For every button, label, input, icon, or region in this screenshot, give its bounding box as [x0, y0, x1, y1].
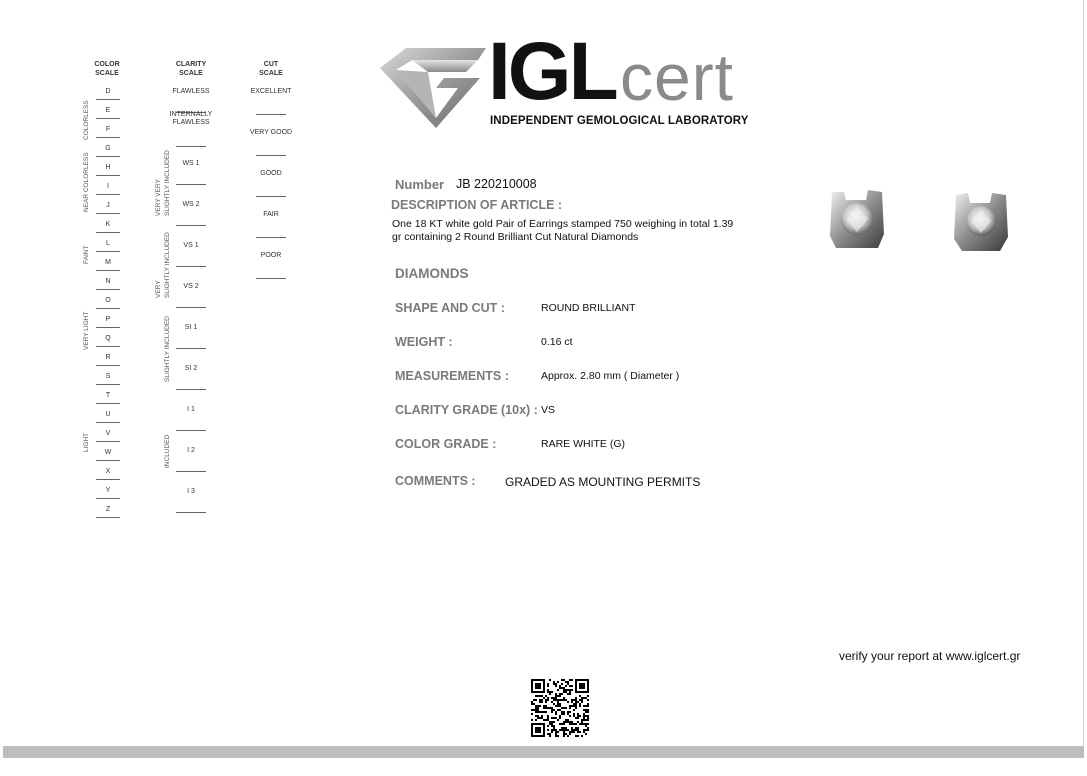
cut-scale-heading: CUT	[263, 61, 279, 68]
field-label: COMMENTS :	[395, 474, 476, 488]
color-grade-line	[96, 479, 120, 480]
clarity-grade: VS 1	[183, 242, 199, 249]
clarity-grade-line	[176, 266, 206, 267]
clarity-grade-line	[176, 184, 206, 185]
cut-grade-line	[256, 114, 286, 115]
clarity-grade-line	[176, 225, 206, 226]
color-grade-line	[96, 441, 120, 442]
color-grade-line	[96, 517, 120, 518]
clarity-group-label: INCLUDED	[164, 434, 171, 468]
color-grade-line	[96, 327, 120, 328]
color-grade-line	[96, 346, 120, 347]
clarity-group-label: VERY	[155, 280, 162, 298]
verify-link[interactable]: verify your report at www.iglcert.gr	[839, 649, 1021, 663]
color-grade: J	[106, 202, 110, 209]
color-group-label: FAINT	[83, 245, 90, 264]
clarity-grade-line	[176, 307, 206, 308]
color-grade-line	[96, 365, 120, 366]
clarity-grade-line	[176, 512, 206, 513]
clarity-group-label: VERY VERY	[155, 179, 162, 216]
color-grade: P	[105, 316, 111, 323]
color-grade: L	[106, 240, 110, 247]
color-scale-heading-2: SCALE	[95, 70, 119, 77]
section-title: DIAMONDS	[395, 266, 469, 281]
clarity-grade: WS 1	[182, 160, 200, 167]
color-grade: M	[105, 259, 111, 266]
field-value: ROUND BRILLIANT	[541, 302, 636, 314]
color-grade-line	[96, 403, 120, 404]
field-label: SHAPE AND CUT :	[395, 301, 505, 315]
color-grade-line	[96, 175, 120, 176]
color-group-label: NEAR COLORLESS	[83, 152, 90, 212]
color-grade-line	[96, 213, 120, 214]
bottom-bar	[3, 746, 1084, 758]
color-grade: O	[105, 297, 111, 304]
color-grade-line	[96, 270, 120, 271]
field-label: WEIGHT :	[395, 335, 453, 349]
color-grade: R	[105, 354, 111, 361]
clarity-group-label: SLIGHTLY INCLUDED	[164, 316, 171, 382]
color-grade-line	[96, 308, 120, 309]
cut-grade: POOR	[260, 252, 282, 259]
color-grade-line	[96, 384, 120, 385]
color-grade: T	[105, 392, 111, 399]
color-group-label: COLORLESS	[83, 100, 90, 140]
field-value: 0.16 ct	[541, 336, 573, 348]
cut-grade: EXCELLENT	[250, 88, 292, 95]
color-grade: N	[105, 278, 111, 285]
color-grade-line	[96, 137, 120, 138]
color-grade: V	[105, 430, 111, 437]
clarity-scale-heading: CLARITY	[175, 61, 207, 68]
field-value: Approx. 2.80 mm ( Diameter )	[541, 370, 680, 382]
clarity-grade: WS 2	[182, 201, 200, 208]
color-grade: E	[105, 107, 111, 114]
color-grade: F	[105, 126, 111, 133]
clarity-grade: VS 2	[183, 283, 199, 290]
field-value: RARE WHITE (G)	[541, 438, 625, 450]
color-grade-line	[96, 194, 120, 195]
color-grade-line	[96, 232, 120, 233]
clarity-grade-line	[176, 146, 206, 147]
clarity-grade: INTERNALLY FLAWLESS	[169, 111, 213, 126]
field-value: VS	[541, 404, 556, 416]
cut-grade-line	[256, 237, 286, 238]
color-grade: Q	[105, 335, 111, 342]
brand-igl: IGL	[488, 26, 616, 117]
color-grade: W	[104, 449, 112, 456]
color-grade: K	[105, 221, 111, 228]
clarity-grade-line	[176, 389, 206, 390]
clarity-group-label: SLIGHTLY INCLUDED	[164, 150, 171, 216]
color-grade: Z	[105, 506, 111, 513]
color-grade-line	[96, 118, 120, 119]
color-grade: I	[107, 183, 109, 190]
color-grade: D	[105, 88, 111, 95]
color-grade-line	[96, 498, 120, 499]
color-grade-line	[96, 156, 120, 157]
qr-code-icon[interactable]	[531, 679, 589, 737]
cut-grade: FAIR	[263, 211, 279, 218]
color-group-label: LIGHT	[83, 432, 90, 452]
clarity-grade: I 3	[187, 488, 195, 495]
clarity-grade: SI 2	[184, 365, 198, 372]
article-description: One 18 KT white gold Pair of Earrings stamped 750 weighing in total 1.39 gr containing 2 Round Brilliant Cut Natural Diamonds	[392, 218, 734, 243]
lab-name: INDEPENDENT GEMOLOGICAL LABORATORY	[490, 115, 749, 127]
color-grade: U	[105, 411, 111, 418]
color-grade-line	[96, 251, 120, 252]
color-group-label: VERY LIGHT	[83, 311, 90, 350]
cut-grade-line	[256, 155, 286, 156]
brand-cert: cert	[620, 40, 735, 114]
cut-grade: VERY GOOD	[249, 129, 293, 136]
clarity-group-label: SLIGHTLY INCLUDED	[164, 232, 171, 298]
color-grade: S	[105, 373, 111, 380]
color-grade-line	[96, 422, 120, 423]
color-grade: G	[105, 145, 111, 152]
color-grade: X	[105, 468, 111, 475]
clarity-grade-line	[176, 430, 206, 431]
clarity-scale-heading-2: SCALE	[179, 70, 203, 77]
field-label: CLARITY GRADE (10x) :	[395, 403, 538, 417]
field-label: MEASUREMENTS :	[395, 369, 509, 383]
cut-grade: GOOD	[260, 170, 282, 177]
color-grade: H	[105, 164, 111, 171]
cut-grade-line	[256, 278, 286, 279]
clarity-grade: I 1	[187, 406, 195, 413]
report-number: JB 220210008	[456, 177, 537, 191]
cut-grade-line	[256, 196, 286, 197]
clarity-grade: SI 1	[184, 324, 198, 331]
field-value: GRADED AS MOUNTING PERMITS	[505, 475, 701, 489]
description-label: DESCRIPTION OF ARTICLE :	[391, 198, 563, 212]
color-grade: Y	[105, 487, 111, 494]
number-label: Number	[395, 177, 445, 192]
earring-photo-left	[826, 186, 886, 252]
clarity-grade: I 2	[187, 447, 195, 454]
color-grade-line	[96, 289, 120, 290]
earring-photo-right	[950, 189, 1010, 255]
clarity-grade: FLAWLESS	[172, 88, 210, 95]
clarity-grade-line	[176, 471, 206, 472]
color-grade-line	[96, 99, 120, 100]
cut-scale-heading-2: SCALE	[259, 70, 283, 77]
clarity-grade-line	[176, 348, 206, 349]
color-grade-line	[96, 460, 120, 461]
color-scale-heading: COLOR	[94, 61, 120, 68]
field-label: COLOR GRADE :	[395, 437, 497, 451]
